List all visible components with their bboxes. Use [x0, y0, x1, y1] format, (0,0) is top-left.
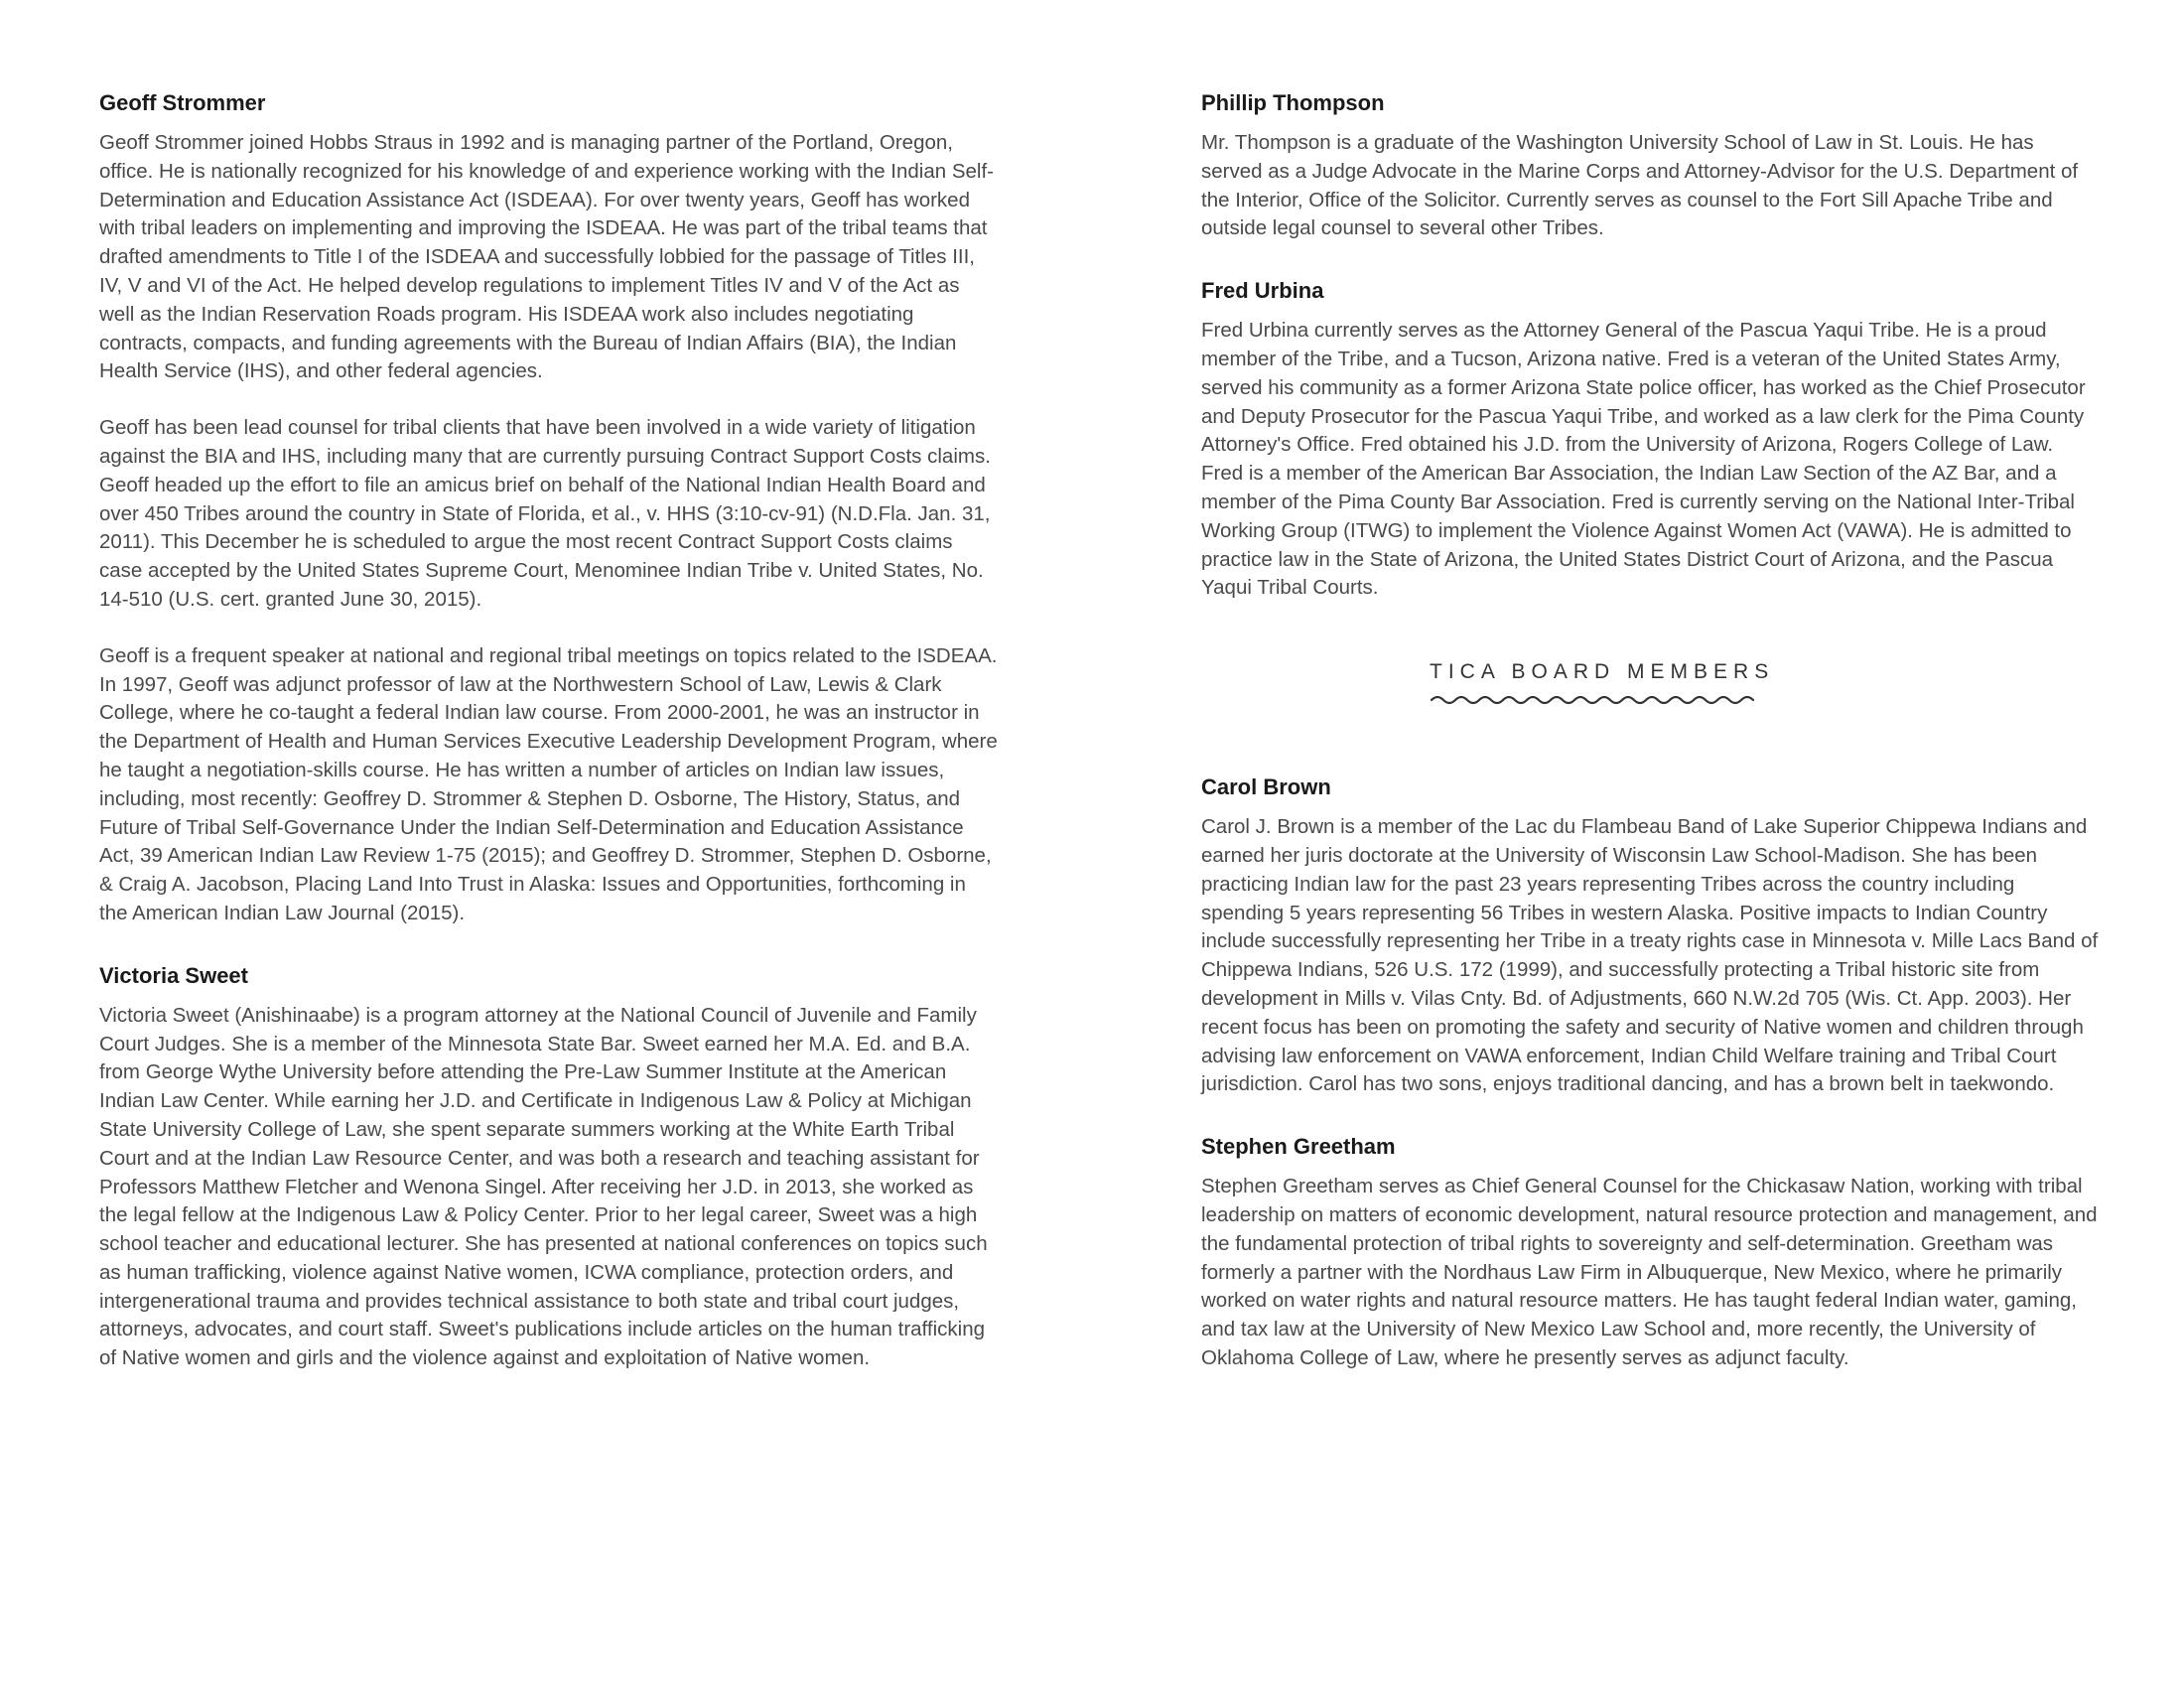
bio-paragraph: Stephen Greetham serves as Chief General Counsel for the Chickasaw Nation, working with tribal leadership on matters of economic development, natural resource protection and management, and the fundamental protection of tribal rights to sovereignty and self-determination. Greetham was formerly a partner with the Nordhaus Law Firm in Albuquerque, New Mexico, where he primarily worked on water rights and natural resource matters. He has taught federal Indian water, gaming, and tax law at the University of New Mexico Law School and, more recently, the University of Oklahoma College of Law, where he presently serves as adjunct faculty.	[1201, 1175, 2098, 1369]
section-heading	[1201, 660, 1775, 708]
bio-stephen-greetham	[1201, 1133, 2100, 1373]
bio-paragraph: Geoff is a frequent speaker at national and regional tribal meetings on topics related to the ISDEAA. In 1997, Geoff was adjunct professor of law at the Northwestern School of Law, Lewis & Clark College, where he co-taught a federal Indian law course. From 2000-2001, he was an instructor in the Department of Health and Human Services Executive Leadership Development Program, where he taught a negotiation-skills course. He has written a number of articles on Indian law issues, including, most recently: Geoffrey D. Strommer & Stephen D. Osborne, The History, Status, and Future of Tribal Self-Governance Under the Indian Self-Determination and Education Assistance Act, 39 American Indian Law Review 1-75 (2015); and Geoffrey D. Strommer, Stephen D. Osborne, & Craig A. Jacobson, Placing Land Into Trust in Alaska: Issues and Opportunities, forthcoming in the American Indian Law Journal (2015).	[99, 643, 998, 924]
bio-name: Fred Urbina	[1201, 278, 1324, 304]
bio-paragraph: Victoria Sweet (Anishinaabe) is a program attorney at the National Council of Juvenile and Family Court Judges. She is a member of the Minnesota State Bar. Sweet earned her M.A. Ed. and B.A. from George Wythe University before attending the Pre-Law Summer Institute at the American Indian Law Center. While earning her J.D. and Certificate in Indigenous Law & Policy at Michigan State University College of Law, she spent separate summers working at the White Earth Tribal Court and at the Indian Law Resource Center, and was both a research and teaching assistant for Professors Matthew Fletcher and Wenona Singel. After receiving her J.D. in 2013, she worked as the legal fellow at the Indigenous Law & Policy Center. Prior to her legal career, Sweet was a high school teacher and educational lecturer. She has presented at national conferences on topics such as human trafficking, violence against Native women, ICWA compliance, protection orders, and intergenerational trauma and provides technical assistance to both state and tribal court judges, attorneys, advocates, and court staff. Sweet's publications include articles on the human trafficking of Native women and girls and the violence against and exploitation of Native women.	[99, 1003, 988, 1370]
bio-victoria-sweet	[99, 962, 998, 1373]
section-title: TICA BOARD MEMBERS	[1430, 660, 1775, 684]
bio-phillip-thompson	[1201, 89, 2100, 243]
bio-name: Victoria Sweet	[99, 962, 248, 988]
bio-carol-brown	[1201, 774, 2100, 1099]
bio-name: Stephen Greetham	[1201, 1134, 1396, 1160]
bio-paragraph: Geoff Strommer joined Hobbs Straus in 1992 and is managing partner of the Portland, Oregon, office. He is nationally recognized for his knowledge of and experience working with the Indian Self-Determination and Education Assistance Act (ISDEAA). For over twenty years, Geoff has worked with tribal leaders on implementing and improving the ISDEAA. He was part of the tribal teams that drafted amendments to Title I of the ISDEAA and successfully lobbied for the passage of Titles III, IV, V and VI of the Act. He helped develop regulations to implement Titles IV and V of the Act as well as the Indian Reservation Roads program. His ISDEAA work also includes negotiating contracts, compacts, and funding agreements with the Bureau of Indian Affairs (BIA), the Indian Health Service (IHS), and other federal agencies.	[99, 131, 994, 383]
bio-paragraph: Carol J. Brown is a member of the Lac du Flambeau Band of Lake Superior Chippewa Indians and earned her juris doctorate at the University of Wisconsin Law School-Madison. She has been practicing Indian law for the past 23 years representing Tribes across the country including spending 5 years representing 56 Tribes in western Alaska. Positive impacts to Indian Country include successfully representing her Tribe in a treaty rights case in Minnesota v. Mille Lacs Band of Chippewa Indians, 526 U.S. 172 (1999), and successfully protecting a Tribal historic site from development in Mills v. Vilas Cnty. Bd. of Adjustments, 660 N.W.2d 705 (Wis. Ct. App. 2003). Her recent focus has been on promoting the safety and security of Native women and children through advising law enforcement on VAWA enforcement, Indian Child Welfare training and Tribal Court jurisdiction. Carol has two sons, enjoys traditional dancing, and has a brown belt in taekwondo.	[1201, 815, 2099, 1096]
bio-fred-urbina	[1201, 277, 2100, 603]
bio-name: Geoff Strommer	[99, 90, 266, 115]
bio-paragraph: Geoff has been lead counsel for tribal clients that have been involved in a wide variety of litigation against the BIA and IHS, including many that are currently pursuing Contract Support Costs claims. Geoff headed up the effort to file an amicus brief on behalf of the National Indian Health Board and over 450 Tribes around the country in State of Florida, et al., v. HHS (3:10-cv-91) (N.D.Fla. Jan. 31, 2011). This December he is scheduled to argue the most recent Contract Support Costs claims case accepted by the United States Supreme Court, Menominee Indian Tribe v. United States, No. 14-510 (U.S. cert. granted June 30, 2015).	[99, 416, 991, 611]
bio-paragraph: Fred Urbina currently serves as the Attorney General of the Pascua Yaqui Tribe. He is a proud member of the Tribe, and a Tucson, Arizona native. Fred is a veteran of the United States Army, served his community as a former Arizona State police officer, has worked as the Chief Prosecutor and Deputy Prosecutor for the Pascua Yaqui Tribe, and worked as a law clerk for the Pima County Attorney's Office. Fred obtained his J.D. from the University of Arizona, Rogers College of Law. Fred is a member of the American Bar Association, the Indian Law Section of the AZ Bar, and a member of the Pima County Bar Association. Fred is currently serving on the National Inter-Tribal Working Group (ITWG) to implement the Violence Against Women Act (VAWA). He is admitted to practice law in the State of Arizona, the United States District Court of Arizona, and the Pascua Yaqui Tribal Courts.	[1201, 319, 2086, 600]
right-column	[1201, 89, 2100, 1407]
wave-divider-icon	[1430, 692, 1757, 708]
bio-geoff-strommer	[99, 89, 998, 928]
bio-name: Carol Brown	[1201, 774, 1331, 800]
bio-name: Phillip Thompson	[1201, 90, 1385, 115]
bio-paragraph: Mr. Thompson is a graduate of the Washington University School of Law in St. Louis. He has served as a Judge Advocate in the Marine Corps and Attorney-Advisor for the U.S. Department of the Interior, Office of the Solicitor. Currently serves as counsel to the Fort Sill Apache Tribe and outside legal counsel to several other Tribes.	[1201, 131, 2079, 240]
left-column	[99, 89, 998, 1407]
